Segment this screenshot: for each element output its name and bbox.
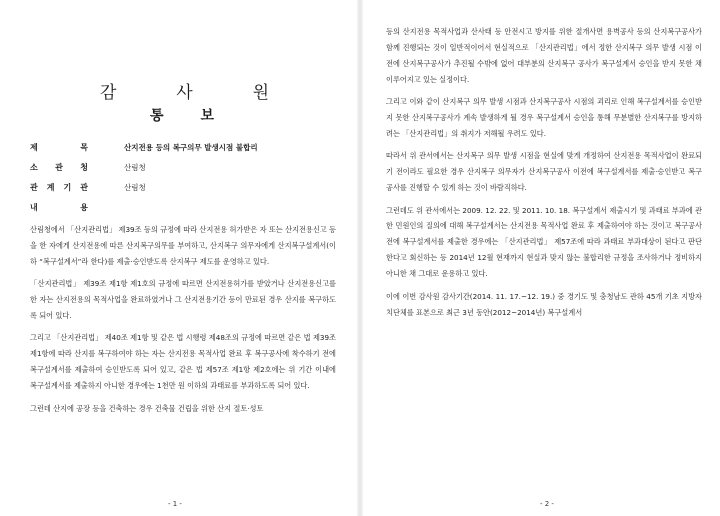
body-text-page-2 [386,24,702,327]
meta-row-related [30,178,340,198]
page-gutter [357,0,363,516]
title-char: 사 [176,83,194,103]
document-title [100,78,270,103]
meta-value-subject: 산지전용 등의 복구의무 발생시점 불합리 [124,143,258,152]
page-number: - 2 - [540,500,554,508]
meta-label-char: 목 [80,143,88,152]
metadata-block [30,138,340,218]
paragraph: 그리고 이와 같이 산지복구 의무 발생 시점과 산지복구공사 시점의 괴리로 인해 복구설계서를 승인받지 못한 산지복구공사가 계속 발생하게 될 경우 복구설계서 승인을 통해 무분별한 산지복구를 방지하려는 「산지관리법」의 취지가 저해될 우려도 있다. [386,97,702,138]
meta-value-agency: 산림청 [124,163,146,172]
meta-label-char: 내 [30,203,38,212]
meta-label-char: 관 [30,183,38,192]
page-1 [0,0,356,516]
paragraph: 그런데도 위 관서에서는 2009. 12. 22. 및 2011. 10. 18. 복구설계서 제출시기 및 과태료 부과에 관한 민원인의 질의에 대해 복구설계서는 산지전용 목적사업 완료 후 제출하여야 하는 것이고 복구공사 전에 복구설계서를 제출한 경우에는 「산지관리법」 제57조에 따라 과태료 부과대상이 된다고 판단한다고 회신하는 등 2014년 12월 현재까지 현실과 맞지 않는 불합리한 규정을 조사하거나 정비하지 아니한 채 그대로 운용하고 있다. [386,205,702,279]
meta-value-related: 산림청 [124,183,146,192]
meta-label-char: 계 [46,183,55,192]
paragraph: 그리고 「산지관리법」 제40조 제1항 및 같은 법 시행령 제48조의 규정에 따르면 같은 법 제39조 제1항에 따라 산지를 복구하여야 하는 자는 산지전용 목적사업 완료 후 복구공사에 착수하기 전에 복구설계서를 제출하여 승인받도록 되어 있고, 같은 법 제57조 제1항 제2호에는 위 기간 이내에 복구설계서를 제출하지 아니한 경우에는 1천만 원 이하의 과태료를 부과하도록 되어 있다. [30,333,336,391]
paragraph: 「산지관리법」 제39조 제1항 제1호의 규정에 따르면 산지전용허가를 받았거나 산지전용신고를 한 자는 산지전용의 목적사업을 완료하였거나 그 산지전용기간 등이 만료된 경우 산지를 복구하도록 되어 있다. [30,279,336,321]
document-subtitle [150,105,214,125]
meta-row-content [30,198,340,218]
paragraph: 그런데 산지에 공장 등을 건축하는 경우 건축물 건립을 위한 산지 절토·성토 [30,403,264,413]
meta-label [30,198,88,218]
paragraph: 이에 이번 감사원 감사기간(2014. 11. 17.~12. 19.) 중 경기도 및 충청남도 관하 45개 기초 지방자치단체를 표본으로 최근 3년 동안(2012~2014년) 복구설계서 [386,291,702,317]
meta-row-agency [30,158,340,178]
meta-label-char: 관 [55,163,63,172]
meta-label-char: 소 [30,163,38,172]
title-char: 원 [252,83,270,103]
paragraph: 따라서 위 관서에서는 산지복구 의무 발생 시점을 현실에 맞게 개정하여 산지전용 목적사업이 완료되기 전이라도 필요한 경우 산지복구 의무자가 산지복구공사 이전에 복구설계서를 제출·승인받고 복구공사를 진행할 수 있게 하는 것이 바람직하다. [386,151,702,193]
page-number: - 1 - [168,500,182,508]
meta-label [30,138,88,158]
title-char: 감 [100,83,118,103]
meta-label-char: 청 [80,163,88,172]
meta-row-subject [30,138,340,158]
meta-label [30,158,88,178]
page-2 [364,0,720,516]
meta-label-char: 관 [80,183,88,192]
paragraph: 등의 산지전용 목적사업과 산사태 등 안전시고 방지를 위한 절개사면 용벽공사 등의 산지복구공사가 함께 진행되는 것이 일반적이어서 현실적으로 「산지관리법」에서 정한 산지복구 의무 발생 시점 이전에 산지복구공사가 추진될 수밖에 없어 대부분의 산지복구 공사가 복구설계서 승인을 받지 못한 채 이루어지고 있는 실정이다. [386,27,702,84]
subtitle-char: 통 [150,108,164,124]
body-text-page-1 [30,222,336,423]
meta-label-char: 용 [80,203,88,212]
subtitle-char: 보 [200,108,214,124]
meta-label-char: 기 [63,183,72,192]
meta-label [30,178,88,198]
paragraph: 산림청에서 「산지관리법」 제39조 등의 규정에 따라 산지전용 허가받은 자 또는 산지전용신고 등을 한 자에게 산지전용에 따른 산지복구의무를 부여하고, 산지복구 의무자에게 산지복구설계서(이하 “복구설계서”라 한다)를 제출·승인받도록 산지복구 제도를 운영하고 있다. [30,225,336,266]
meta-label-char: 제 [30,143,38,152]
